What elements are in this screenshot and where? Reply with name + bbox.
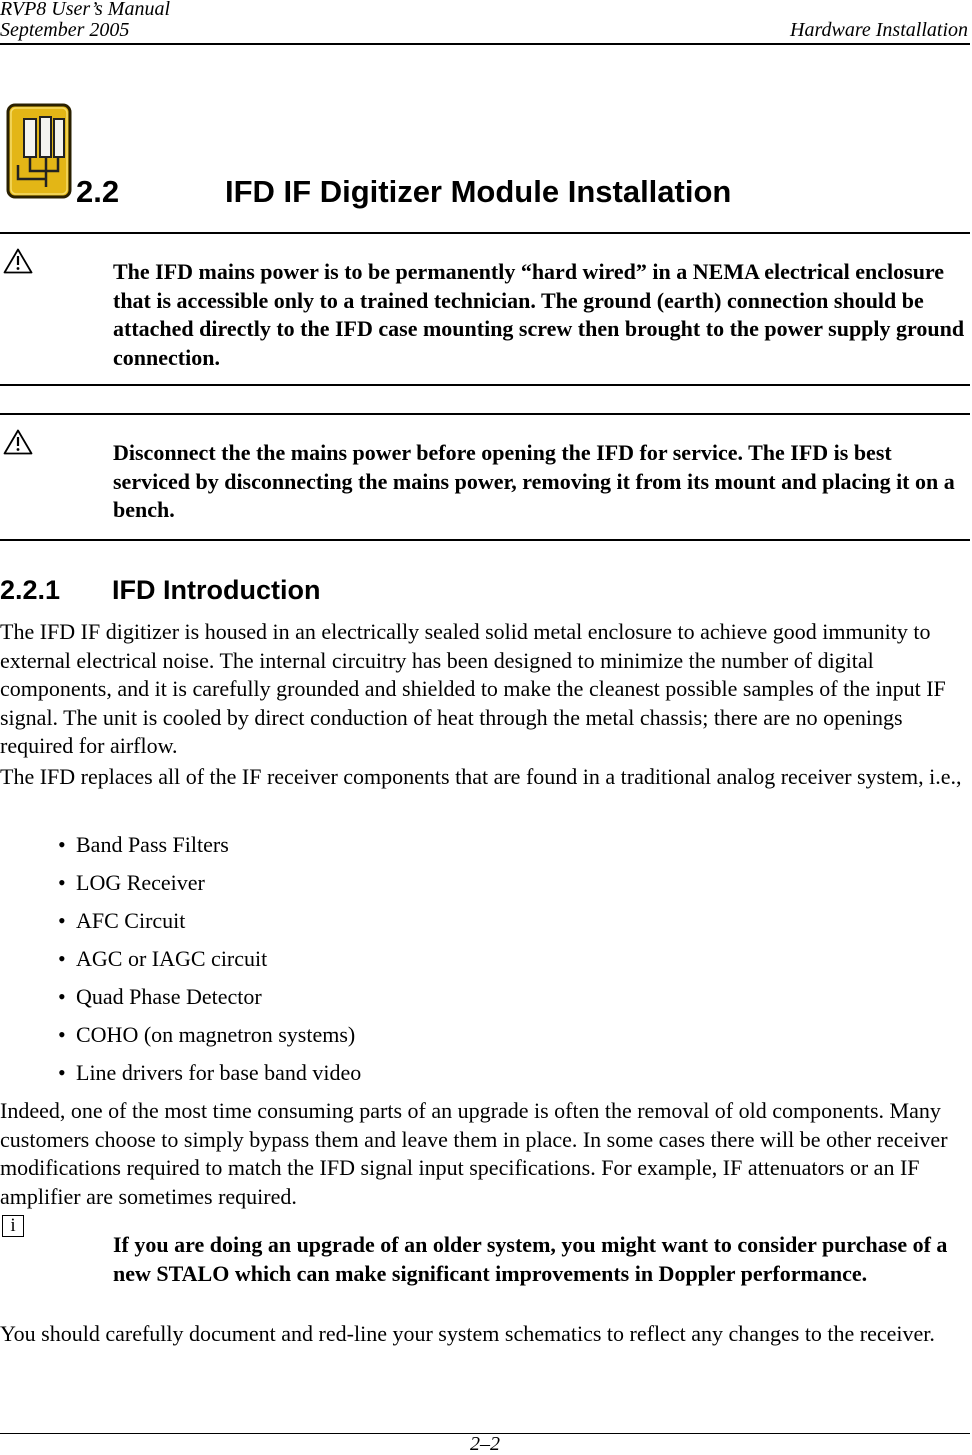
paragraph-text: The IFD replaces all of the IF receiver components that are found in a traditional analog receiver system, i.e., — [0, 764, 962, 789]
list-item-text: AFC Circuit — [76, 908, 186, 933]
warning-triangle-icon — [3, 248, 33, 274]
paragraph-text: Indeed, one of the most time consuming parts of an upgrade is often the removal of old components. Many customers choose to simply bypass them and leave them in place. In some cases there will be other receiver modifications required to match the IFD signal input specifications. For example, IF attenuators or an IF amplifier are sometimes required. — [0, 1098, 948, 1209]
list-item-text: AGC or IAGC circuit — [76, 946, 268, 971]
warning-text: Disconnect the the mains power before opening the IFD for service. The IFD is best serviced by disconnecting the mains power, removing it from its mount and placing it on a bench. — [113, 440, 955, 522]
bullet-icon: • — [58, 984, 66, 1009]
bullet-icon: • — [58, 1060, 66, 1085]
note-text: If you are doing an upgrade of an older system, you might want to consider purchase of a new STALO which can make significant improvements in Doppler performance. — [113, 1232, 948, 1286]
list-item-text: COHO (on magnetron systems) — [76, 1022, 356, 1047]
body-paragraph — [0, 763, 972, 792]
paragraph-text: The IFD IF digitizer is housed in an electrically sealed solid metal enclosure to achieve good immunity to external electrical noise. The internal circuitry has been designed to minimize the number of digital components, and it is carefully grounded and shielded to make the cleanest possible samples of the input IF signal. The unit is cooled by direct conduction of heat through the metal chassis; there are no openings required for airflow. — [0, 619, 946, 758]
list-item-text: Quad Phase Detector — [76, 984, 262, 1009]
bullet-icon: • — [58, 908, 66, 933]
subsection-number: 2.2.1 — [0, 575, 61, 605]
paragraph-text: You should carefully document and red-line your system schematics to reflect any changes to the receiver. — [0, 1321, 935, 1346]
warning-rule-bottom — [0, 539, 970, 541]
list-item-text: Line drivers for base band video — [76, 1060, 362, 1085]
list-item-text: LOG Receiver — [76, 870, 205, 895]
body-paragraph — [0, 618, 972, 761]
body-paragraph — [0, 1320, 972, 1349]
subsection-title: IFD Introduction — [112, 575, 321, 605]
warning-rule-top — [0, 413, 970, 415]
body-paragraph — [0, 1097, 972, 1211]
bullet-icon: • — [58, 870, 66, 895]
bullet-icon: • — [58, 832, 66, 857]
warning-triangle-icon — [3, 429, 33, 455]
header-rule — [0, 43, 970, 45]
manual-title: RVP8 User’s Manual — [0, 0, 170, 20]
section-number: 2.2 — [76, 174, 120, 209]
module-board-icon — [6, 103, 72, 199]
list-item-text: Band Pass Filters — [76, 832, 229, 857]
page-number: 2–2 — [470, 1433, 500, 1455]
warning-rule-top — [0, 232, 970, 234]
warning-text: The IFD mains power is to be permanently “hard wired” in a NEMA electrical enclosure that is accessible only to a trained technician. The ground (earth) connection should be attached directly to the IFD case mounting screw then brought to the power supply ground connection. — [113, 259, 965, 370]
bullet-icon: • — [58, 1022, 66, 1047]
section-title: IFD IF Digitizer Module Installation — [225, 174, 732, 209]
info-icon: i — [2, 1215, 24, 1237]
section-name: Hardware Installation — [790, 19, 968, 41]
bullet-icon: • — [58, 946, 66, 971]
warning-rule-bottom — [0, 384, 970, 386]
publication-date: September 2005 — [0, 19, 130, 41]
